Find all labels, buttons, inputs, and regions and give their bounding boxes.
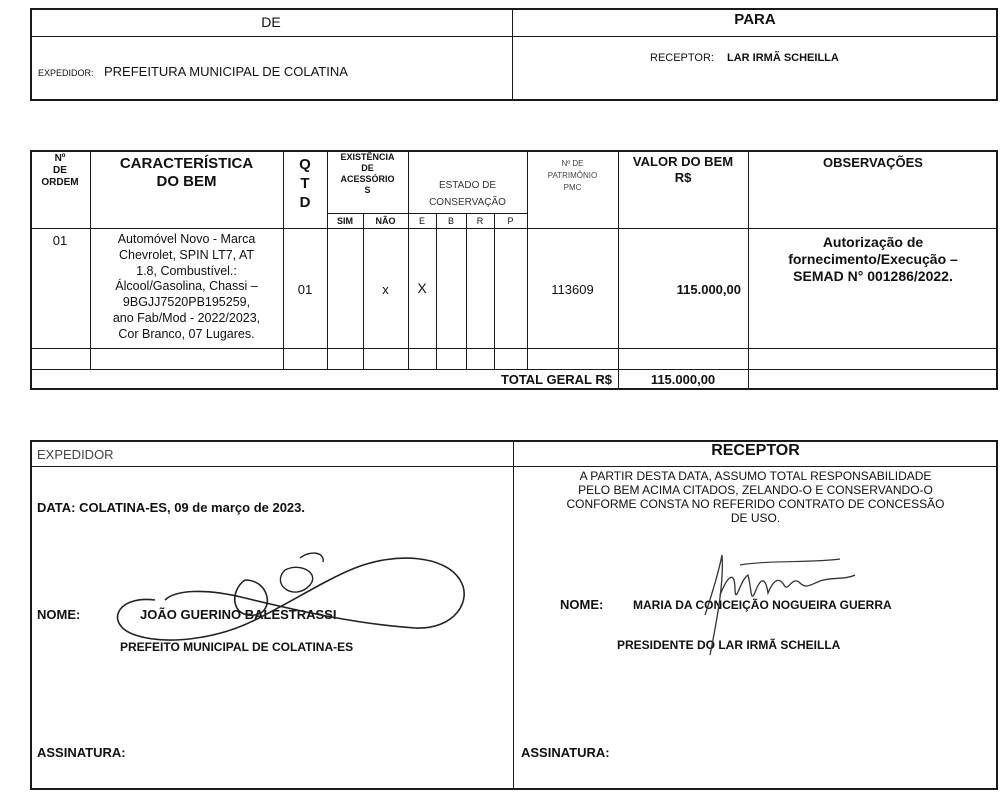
total-label: TOTAL GERAL R$ bbox=[501, 372, 612, 387]
header-line bbox=[30, 228, 998, 229]
expedidor-cargo: PREFEITO MUNICIPAL DE COLATINA-ES bbox=[120, 640, 354, 654]
header-ordem-line: Nº bbox=[54, 153, 66, 164]
header-caracteristica bbox=[90, 155, 283, 191]
declaracao-line: DE USO. bbox=[730, 511, 781, 525]
header-estado-p: P bbox=[507, 216, 514, 226]
header-observacoes: OBSERVAÇÕES bbox=[823, 155, 923, 170]
total-value: 115.000,00 bbox=[650, 372, 716, 387]
header-ordem bbox=[30, 153, 90, 189]
expedidor-nome-label: NOME: bbox=[37, 607, 81, 622]
header-estado bbox=[408, 177, 527, 211]
observacoes-line: Autorização de bbox=[822, 234, 924, 250]
receptor-signature bbox=[680, 545, 870, 665]
expedidor-header: EXPEDIDOR bbox=[37, 447, 114, 462]
header-ordem-line: ORDEM bbox=[41, 177, 79, 188]
receptor-nome-value: MARIA DA CONCEIÇÃO NOGUEIRA GUERRA bbox=[633, 598, 892, 612]
header-existencia-line: EXISTÊNCIA bbox=[340, 152, 395, 162]
de-para-header-line bbox=[30, 36, 998, 37]
receptor-header: RECEPTOR bbox=[711, 442, 800, 459]
header-caracteristica-line: CARACTERÍSTICA bbox=[119, 155, 254, 172]
expedidor-value: PREFEITURA MUNICIPAL DE COLATINA bbox=[104, 64, 348, 79]
row-valor: 115.000,00 bbox=[676, 282, 741, 297]
sub-header-line bbox=[327, 213, 527, 214]
expedidor-signature bbox=[95, 540, 455, 650]
descricao-line: ano Fab/Mod - 2022/2023, bbox=[112, 310, 261, 325]
descricao-line: Cor Branco, 07 Lugares. bbox=[118, 326, 255, 341]
descricao-line: 1.8, Combustível.: bbox=[136, 263, 237, 278]
header-estado-r: R bbox=[476, 216, 484, 226]
de-header: DE bbox=[261, 14, 281, 30]
header-existencia-line: S bbox=[364, 185, 371, 195]
header-caracteristica-line: DO BEM bbox=[156, 173, 217, 190]
expedidor-label: EXPEDIDOR: bbox=[38, 68, 94, 78]
row-descricao bbox=[90, 232, 283, 343]
row-patrimonio: 113609 bbox=[551, 282, 594, 297]
expedidor-data: DATA: COLATINA-ES, 09 de março de 2023. bbox=[37, 500, 306, 515]
receptor-value: LAR IRMÃ SCHEILLA bbox=[727, 52, 839, 64]
declaracao-line: CONFORME CONSTA NO REFERIDO CONTRATO DE CONCESSÃO bbox=[566, 497, 945, 511]
observacoes-line: fornecimento/Execução – bbox=[788, 251, 958, 267]
header-valor-line: R$ bbox=[674, 170, 692, 185]
col-line bbox=[436, 213, 437, 369]
header-valor bbox=[618, 154, 748, 186]
descricao-line: Automóvel Novo - Marca bbox=[117, 232, 256, 246]
receptor-assinatura-label: ASSINATURA: bbox=[521, 745, 610, 760]
observacoes-line: SEMAD N° 001286/2022. bbox=[793, 268, 953, 284]
header-estado-line: CONSERVAÇÃO bbox=[429, 197, 506, 208]
row-line bbox=[30, 348, 998, 349]
header-existencia-line: DE bbox=[361, 163, 374, 173]
header-patrimonio-line: PATRIMÔNIO bbox=[547, 171, 598, 180]
receptor-nome-label: NOME: bbox=[560, 597, 604, 612]
receptor-cargo: PRESIDENTE DO LAR IRMÃ SCHEILLA bbox=[617, 638, 841, 652]
header-valor-line: VALOR DO BEM bbox=[632, 154, 734, 169]
col-line bbox=[466, 213, 467, 369]
col-line bbox=[494, 213, 495, 369]
expedidor-assinatura-label: ASSINATURA: bbox=[37, 745, 126, 760]
header-existencia bbox=[327, 152, 408, 196]
signature-header-line bbox=[30, 466, 998, 467]
row-qtd: 01 bbox=[297, 282, 313, 297]
receptor-label: RECEPTOR: bbox=[650, 52, 714, 64]
header-patrimonio bbox=[527, 158, 618, 194]
descricao-line: Chevrolet, SPIN LT7, AT bbox=[118, 247, 254, 262]
row-estado-e: X bbox=[417, 280, 427, 296]
header-qtd-line: Q bbox=[299, 156, 311, 173]
header-estado-e: E bbox=[418, 216, 425, 226]
descricao-line: 9BGJJ7520PB195259, bbox=[122, 295, 251, 310]
para-header: PARA bbox=[734, 11, 776, 28]
row-line bbox=[30, 369, 998, 370]
header-patrimonio-line: PMC bbox=[563, 183, 582, 192]
header-nao: NÃO bbox=[375, 216, 396, 226]
header-estado-line: ESTADO DE bbox=[438, 180, 497, 191]
receptor-declaracao bbox=[513, 469, 998, 525]
declaracao-line: A PARTIR DESTA DATA, ASSUMO TOTAL RESPONSABILIDADE bbox=[579, 469, 932, 483]
header-existencia-line: ACESSÓRIO bbox=[340, 174, 395, 184]
header-estado-b: B bbox=[447, 216, 454, 226]
header-qtd-line: D bbox=[299, 194, 311, 211]
header-patrimonio-line: Nº DE bbox=[561, 159, 584, 168]
row-nao: x bbox=[382, 282, 389, 297]
col-line bbox=[618, 150, 619, 390]
header-ordem-line: DE bbox=[53, 165, 67, 176]
header-sim: SIM bbox=[336, 216, 353, 226]
declaracao-line: PELO BEM ACIMA CITADOS, ZELANDO-O E CONSERVANDO-O bbox=[578, 483, 933, 497]
header-qtd bbox=[283, 155, 327, 212]
expedidor-nome-value: JOÃO GUERINO BALESTRASSI bbox=[140, 607, 337, 622]
descricao-line: Álcool/Gasolina, Chassi – bbox=[115, 279, 258, 294]
row-ordem: 01 bbox=[52, 233, 68, 248]
row-observacoes bbox=[748, 234, 998, 285]
header-qtd-line: T bbox=[300, 175, 310, 192]
